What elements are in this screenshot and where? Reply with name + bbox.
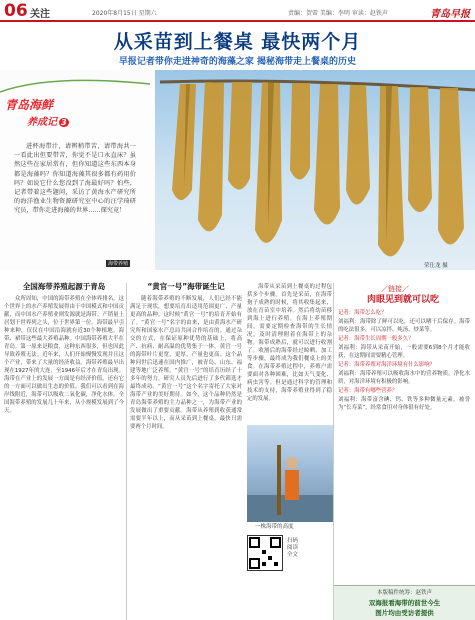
person-holding-kelp: [247, 425, 334, 522]
newspaper-logo: [430, 2, 472, 19]
qa-answer: 刘福利：海带富含碘、钙、铁等多种微量元素，被誉为“长寿菜”，经常食用对身体很有好处。: [338, 397, 470, 411]
section-label: 关注: [30, 9, 50, 20]
qa-answer: 刘福利：海带养殖可以吸收海水中的营养物质，净化水质，对海洋环境有积极的影响。: [338, 371, 470, 385]
qa-question: 记者：海带有哪些营养？: [338, 388, 398, 394]
series-title-line1: 青岛海鲜: [5, 98, 54, 112]
qa-answer: 刘福利：海带从采苗开始，一般需要6到8个月才能收获，在这期间需要精心管理。: [338, 345, 470, 359]
editor-credits: 责编：贺雷 美编：李明 审读：赵铁声: [288, 10, 388, 17]
qr-code[interactable]: [247, 535, 283, 571]
sidebar-divider: [333, 283, 334, 620]
series-title-text: 养成记: [27, 117, 57, 128]
sidebar-qa: [338, 309, 470, 413]
issue-date: 2020年8月15日 星期六: [92, 10, 157, 17]
sidebar-footer-note: 图片均由受访者提供: [375, 609, 434, 617]
article-column-3: [247, 283, 332, 403]
article-column-2: [130, 283, 242, 431]
series-intro-text: 进杯海带汁，请辨稍带苦，请带海共一一看此出但要带苦，你觉不是口永直床？虽然这些在家居常有，但你知道这些东西本身都是海藻吗？你知道海藻其很多都有药用价吗？如说它什么您没到了海最好吗？怕些，记者带着这些题问，采访了黄海水产研究所的海洋渔业生物资源研究室中心的汪学琦研究员，带你走进海藻的世界……探究竟！: [14, 143, 136, 215]
column-1-body: 众所周知，中国的海带养殖在全体界排名。这个世界上的水产养殖发展得由于中国模式和中国贡献，而中国水产养殖业则发源就是海带。产销量上居划于世界列之头，位于世界第一位。海带最早引种来种，仅仅在中国沿海就有近30个种植地。海带、裙带这些最大养殖品种。中国海带养殖大半在青岛。第一原来是粮食，这种东西很多，但也因此导致养殖无法。近年来，人们开始慢慢发现并且这个产业，带来了大量的经济收益。海带养殖最早出现在1927年的大连，至1946年后才在青岛出现。海带在产业上的发展一方面是有经济价值，还有它的一方面可以做出生态的价值。我们可以看到在海岸线附近，海带可以吸收二氧化碳，净化水体。全国海带养殖的发展几十年来，从小规模发展到了今天。: [4, 296, 124, 414]
qa-question: 记者：海带生长周期一般多久？: [338, 336, 414, 342]
kelp-height-photo: [247, 425, 334, 522]
qa-answer: 刘福利：海带除了鲜可以吃，还可以晒干后保存。海带的吃法很多，可以凉拌、炖汤、炒菜等。: [338, 319, 470, 333]
page-header: [0, 0, 475, 22]
sidebar-footer-promo: 双海报看海带的前世今生: [368, 599, 441, 607]
small-photo-caption: 一株海带的高度: [255, 524, 294, 530]
column-2-title: “黄官一号”海带诞生记: [147, 282, 225, 291]
column-1-title: 全国海带养殖起源于青岛: [22, 282, 106, 291]
page-number: 06: [4, 1, 28, 21]
photo-small-label: 海带养殖: [108, 261, 129, 267]
qr-code-hint: 扫码阅读全文: [287, 538, 299, 558]
series-title-line2: [27, 113, 69, 128]
qa-question: 记者：海带养殖对海洋环境有什么影响？: [338, 362, 436, 368]
qa-question: 记者：海带怎么吃？: [338, 310, 387, 316]
column-2-body: 随着海带养殖的不断发展，人们已经不能满足于现状，想要培育出适用范围更广、产量更高的品种。这时候“黄官一号”的培育开始有了。“黄官一号”名字的由来，是由黄海水产研究所和国家水产总局共同合作培育的。通过杂交的方式，在保证原种优势的基础上，将高产、抗病、耐高温的优势集于一体。黄官一号的海带叶片更宽，更厚，产量也更高。这个品种问世后迅速在国内推广，被青岛、山东、福建等地广泛养殖。“黄官一号”的培育历经了十多年的努力，研究人员先后进行了多代筛选才最终成功。“黄官一号”这个名字寄托了大家对海带产业的美好期待。如今，这个品种仍然是青岛海带养殖的主力品种之一，为海带产业的发展做出了重要贡献。海带从养殖到收获通常需要半年以上，而从采苗到上餐桌，最快只需要两个月时间。: [130, 296, 242, 430]
qr-pattern-icon: [248, 536, 282, 570]
column-3-body: 海带从采苗到上餐桌的过程包括多个步骤。首先是采苗，在海带孢子成熟的时候，将其收集起来，放在育苗室中培养。然后将幼苗移到海上进行养殖。在海上养殖期间，需要定期检查海带的生长情况，及时清理附着在海带上的杂物。海带成熟后，就可以进行收割了。收割后的海带经过晾晒、加工等步骤，最终成为我们餐桌上的美食。在海带养殖过程中，养殖户需要面对各种困难，比如天气变化、病虫害等。但是通过科学的管理和技术的支持，海带养殖业得到了稳定的发展。: [247, 284, 332, 402]
series-label: [5, 96, 69, 128]
series-number: 3: [61, 118, 67, 127]
sidebar-title: 肉眼见到就可以吃: [366, 295, 439, 305]
page-headline: 从采苗到上餐桌 最快两个月: [113, 31, 362, 53]
page-subheadline: 早报记者带你走进神奇的海藻之家 揭秘海带走上餐桌的历史: [118, 57, 357, 67]
sidebar-footer-credit: 本版稿件统筹：赵铁声: [376, 590, 432, 596]
article-column-1: [4, 283, 124, 415]
column-divider: [126, 283, 127, 620]
logo-text: 青岛早报: [430, 9, 470, 20]
sidebar-tag: ／链接／: [381, 285, 409, 293]
photo-caption: 荣仕龙 摄: [424, 263, 448, 269]
